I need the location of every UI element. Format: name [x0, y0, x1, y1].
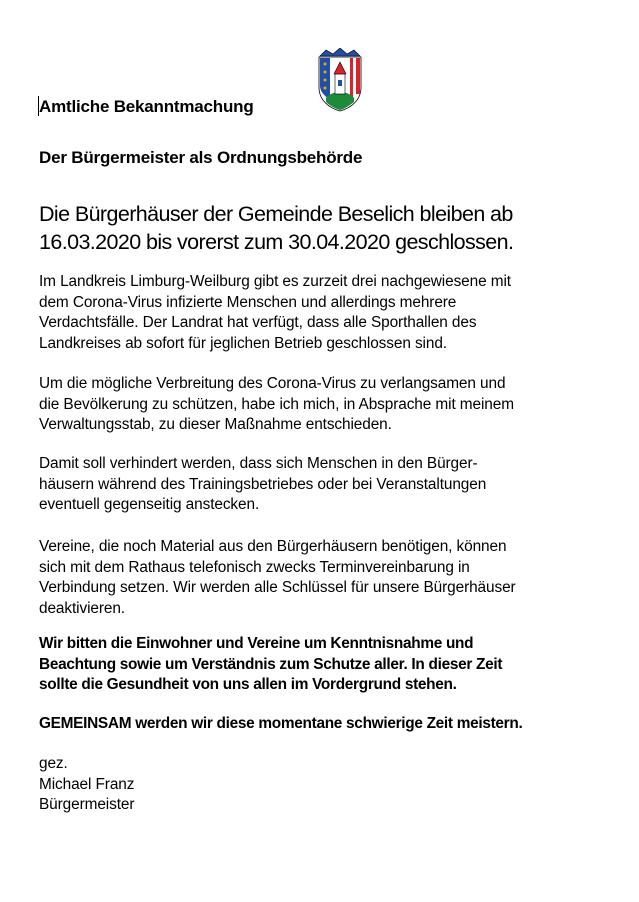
paragraph-appeal: [39, 634, 609, 696]
paragraph-line: Wir bitten die Einwohner und Vereine um Kenntnisnahme und: [39, 635, 474, 652]
headline: [39, 200, 599, 256]
paragraph-line: Verdachtsfälle. Der Landrat hat verfügt, dass alle Sporthallen des: [39, 314, 477, 331]
paragraph-line: Verbindung setzen. Wir werden alle Schlüssel für unsere Bürgerhäuser: [39, 579, 516, 596]
headline-line: 16.03.2020 bis vorerst zum 30.04.2020 geschlossen.: [39, 230, 514, 254]
signature-name: Michael Franz: [39, 775, 135, 793]
paragraph-measure-reason: [39, 374, 609, 436]
paragraph-line: dem Corona-Virus infizierte Menschen und allerdings mehrere: [39, 293, 457, 311]
paragraph-line: deaktivieren.: [39, 599, 125, 617]
signature-gez: gez.: [39, 755, 68, 772]
paragraph-line: Landkreises ab sofort für jeglichen Betrieb geschlossen sind.: [39, 334, 447, 352]
paragraph-line: Vereine, die noch Material aus den Bürgerhäusern benötigen, können: [39, 538, 507, 555]
paragraph-line: die Bevölkerung zu schützen, habe ich mich, in Absprache mit meinem: [39, 395, 514, 413]
paragraph-together: [39, 714, 609, 735]
paragraph-infection-status: [39, 272, 609, 354]
headline-line: Die Bürgerhäuser der Gemeinde Beselich bleiben ab: [39, 202, 513, 226]
paragraph-line: sollte die Gesundheit von uns allen im Vordergrund stehen.: [39, 676, 457, 693]
paragraph-line: GEMEINSAM werden wir diese momentane schwierige Zeit meistern.: [39, 715, 523, 732]
coat-of-arms-icon: [316, 48, 364, 112]
paragraph-line: Im Landkreis Limburg-Weilburg gibt es zurzeit drei nachgewiesene mit: [39, 273, 511, 290]
paragraph-clubs: [39, 537, 609, 619]
paragraph-line: Verwaltungsstab, zu dieser Maßnahme entschieden.: [39, 416, 392, 433]
paragraph-line: Beachtung sowie um Verständnis zum Schutze aller. In dieser Zeit: [39, 655, 503, 673]
paragraph-line: sich mit dem Rathaus telefonisch zwecks Terminvereinbarung in: [39, 558, 470, 576]
paragraph-line: häusern während des Trainingsbetriebes oder bei Veranstaltungen: [39, 475, 487, 493]
paragraph-prevention: [39, 454, 609, 516]
signature-title: Bürgermeister: [39, 796, 135, 813]
paragraph-line: Um die mögliche Verbreitung des Corona-Virus zu verlangsamen und: [39, 375, 506, 392]
authority-heading: Der Bürgermeister als Ordnungsbehörde: [39, 148, 363, 167]
paragraph-line: eventuell gegenseitig anstecken.: [39, 496, 260, 513]
header-title: Amtliche Bekanntmachung: [39, 97, 254, 116]
paragraph-line: Damit soll verhindert werden, dass sich Menschen in den Bürger-: [39, 455, 478, 472]
signature-block: [39, 754, 609, 816]
